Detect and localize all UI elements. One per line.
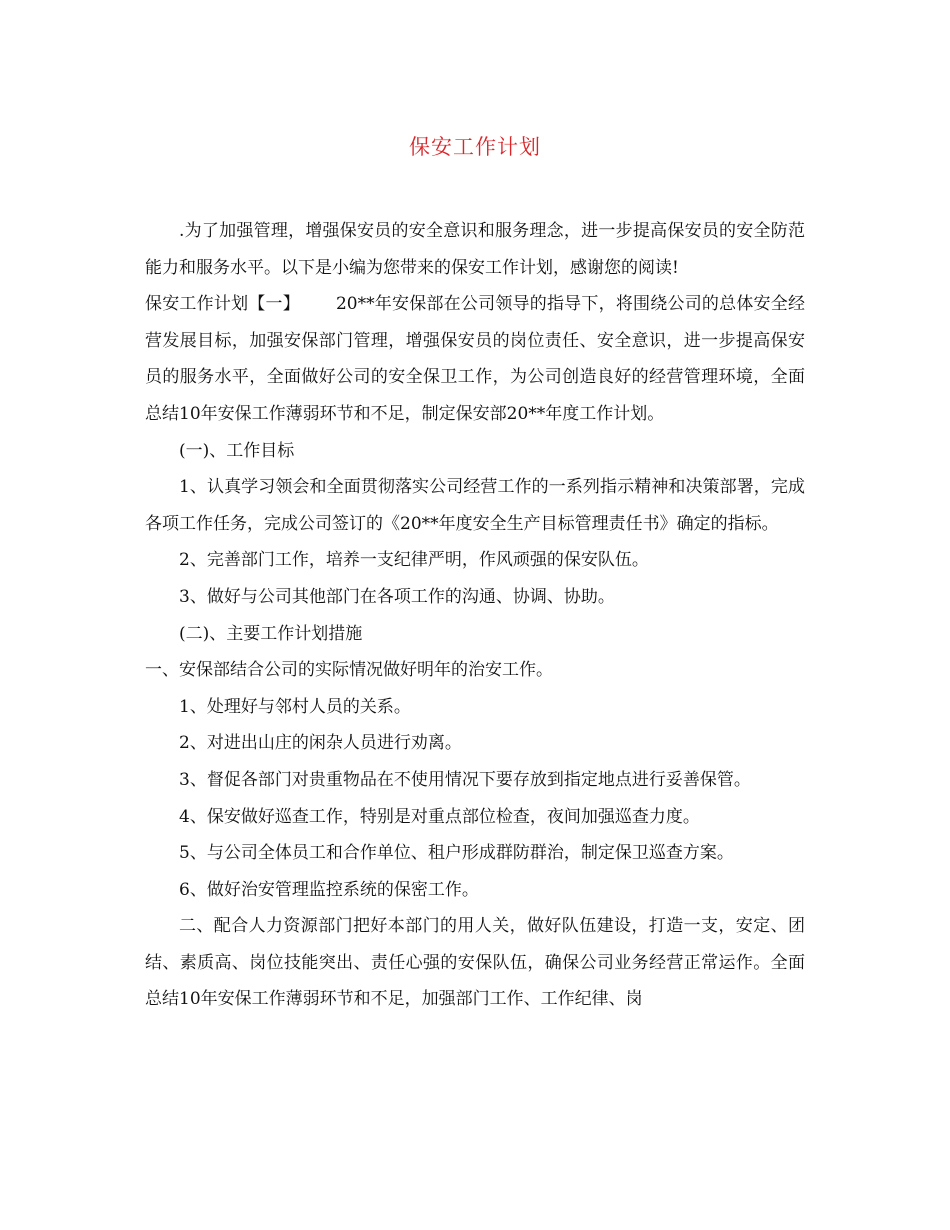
intro-paragraph (145, 213, 805, 286)
measure-item: 3、督促各部门对贵重物品在不使用情况下要存放到指定地点进行妥善保管。 (179, 769, 751, 790)
measure-section-heading: 一、安保部结合公司的实际情况做好明年的治安工作。 (145, 660, 553, 681)
section-heading: 保安工作计划【一】 (145, 294, 300, 315)
goal-item: 1、认真学习领会和全面贯彻落实公司经营工作的一系列指示精神和决策部署，完成各项工作任务，完成公司签订的《20**年度安全生产目标管理责任书》确定的指标。 (145, 477, 805, 534)
measure-item: 4、保安做好巡查工作，特别是对重点部位检查，夜间加强巡查力度。 (179, 806, 700, 827)
measure-item: 1、处理好与邻村人员的关系。 (179, 696, 411, 717)
intro-text: .为了加强管理，增强保安员的安全意识和服务理念，进一步提高保安员的安全防范能力和服务水平。以下是小编为您带来的保安工作计划，感谢您的阅读! (145, 221, 805, 278)
measure-item: 2、对进出山庄的闲杂人员进行劝离。 (179, 733, 462, 754)
goal-item: 2、完善部门工作，培养一支纪律严明，作风顽强的保安队伍。 (179, 550, 649, 571)
document-title: 保安工作计划 (409, 135, 541, 159)
measure-item: 6、做好治安管理监控系统的保密工作。 (179, 879, 479, 900)
measures-heading: (二)、主要工作计划措施 (179, 623, 363, 644)
goal-item: 3、做好与公司其他部门在各项工作的沟通、协调、协助。 (179, 586, 615, 607)
document-body (145, 213, 805, 1018)
section-body: 20**年安保部在公司领导的指导下，将围绕公司的总体安全经营发展目标，加强安保部门管理，增强保安员的岗位责任、安全意识，进一步提高保安员的服务水平，全面做好公司的安全保卫工作，为公司创造良好的经营管理环境，全面总结10年安保工作薄弱环节和不足，制定保安部20**年度工作计划。 (145, 294, 805, 424)
measure-item: 5、与公司全体员工和合作单位、租户形成群防群治，制定保卫巡查方案。 (179, 843, 734, 864)
goals-heading: (一)、工作目标 (179, 440, 295, 461)
measure-paragraph: 二、配合人力资源部门把好本部门的用人关，做好队伍建设，打造一支，安定、团结、素质高、岗位技能突出、责任心强的安保队伍，确保公司业务经营正常运作。全面总结10年安保工作薄弱环节和不足，加强部门工作、工作纪律、岗 (145, 916, 805, 1010)
section-paragraph (145, 286, 805, 432)
